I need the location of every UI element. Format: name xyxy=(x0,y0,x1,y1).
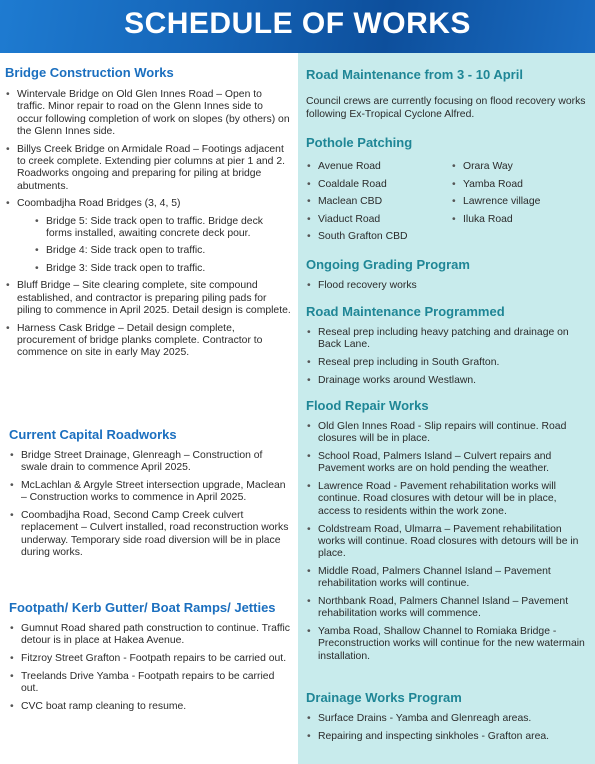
bridge-heading: Bridge Construction Works xyxy=(5,65,174,80)
list-item: • Harness Cask Bridge – Detail design complete, procurement of bridge planks complete. Contractor to commence on site in early May 2025. xyxy=(5,323,291,360)
bridge-sublist xyxy=(17,216,291,275)
capital-section xyxy=(9,427,291,565)
list-item: • Lawrence village xyxy=(451,196,540,208)
maintenance-section xyxy=(306,67,588,121)
list-item: • Coldstream Road, Ulmarra – Pavement rehabilitation works will continue. Road closures with detours will be in place. xyxy=(306,524,590,561)
maintenance-text: Council crews are currently focusing on flood recovery works following Ex-Tropical Cyclone Alfred. xyxy=(306,96,586,120)
sub-list-item: • Bridge 3: Side track open to traffic. xyxy=(34,263,291,275)
list-item: • Repairing and inspecting sinkholes - Grafton area. xyxy=(306,731,590,743)
list-item: • Northbank Road, Palmers Channel Island – Pavement rehabilitation works will commence. xyxy=(306,596,590,621)
list-item: • Surface Drains - Yamba and Glenreagh areas. xyxy=(306,713,590,725)
footpath-list xyxy=(9,623,294,713)
list-item: • South Grafton CBD xyxy=(306,231,451,243)
list-item: • CVC boat ramp cleaning to resume. xyxy=(9,701,294,713)
drainage-section xyxy=(306,690,590,749)
list-item: • Coombadjha Road, Second Camp Creek culvert replacement – Culvert installed, road reconstruction works underway. Temporary side road diversion will be in place during works. xyxy=(9,510,291,559)
maintenance-heading: Road Maintenance from 3 - 10 April xyxy=(306,67,523,82)
flood-section xyxy=(306,398,590,669)
flood-heading: Flood Repair Works xyxy=(306,398,429,413)
right-column xyxy=(298,53,595,764)
grading-heading: Ongoing Grading Program xyxy=(306,257,470,272)
list-item: • School Road, Palmers Island – Culvert repairs and Pavement works are on hold pending the weather. xyxy=(306,451,590,476)
flood-list xyxy=(306,421,590,663)
list-item: • Iluka Road xyxy=(451,214,540,226)
list-item: • Middle Road, Palmers Channel Island – Pavement rehabilitation works will continue. xyxy=(306,566,590,591)
grading-section xyxy=(306,257,588,298)
pothole-list-1 xyxy=(306,161,451,249)
list-item: • Orara Way xyxy=(451,161,540,173)
title-banner xyxy=(0,0,595,53)
programmed-heading: Road Maintenance Programmed xyxy=(306,304,505,319)
grading-list xyxy=(306,280,588,292)
footpath-heading: Footpath/ Kerb Gutter/ Boat Ramps/ Jetties xyxy=(9,600,276,615)
list-item: • Gumnut Road shared path construction to continue. Traffic detour is in place at Hakea Avenue. xyxy=(9,623,294,648)
list-item: • Reseal prep including heavy patching and drainage on Back Lane. xyxy=(306,327,590,352)
page-title: SCHEDULE OF WORKS xyxy=(124,6,471,40)
list-item: • Reseal prep including in South Grafton. xyxy=(306,357,590,369)
list-item: • Treelands Drive Yamba - Footpath repairs to be carried out. xyxy=(9,671,294,696)
footpath-section xyxy=(9,600,294,719)
list-item: • Yamba Road, Shallow Channel to Romiaka Bridge - Preconstruction works will continue for the new watermain installation. xyxy=(306,626,590,663)
list-item: • Billys Creek Bridge on Armidale Road – Footings adjacent to creek complete. Extending pier columns at pier 1 and 2. Roadworks ongoing and preparing for piling at bridge abutments. xyxy=(5,144,291,193)
pothole-list-2 xyxy=(451,161,540,249)
programmed-section xyxy=(306,304,590,393)
list-item: • Viaduct Road xyxy=(306,214,451,226)
list-item: • Yamba Road xyxy=(451,179,540,191)
bridge-list xyxy=(5,89,291,360)
list-item: • Bridge Street Drainage, Glenreagh – Construction of swale drain to commence April 2025. xyxy=(9,450,291,475)
capital-heading: Current Capital Roadworks xyxy=(9,427,177,442)
list-item: • McLachlan & Argyle Street intersection upgrade, Maclean – Construction works to commence in April 2025. xyxy=(9,480,291,505)
pothole-columns xyxy=(306,161,588,249)
list-item: • Old Glen Innes Road - Slip repairs will continue. Road closures will be in place. xyxy=(306,421,590,446)
list-item: • Lawrence Road - Pavement rehabilitation works will continue. Road closures with detour will be in place, access to residents within the work zone. xyxy=(306,481,590,518)
list-item xyxy=(5,198,291,274)
bridge-section xyxy=(5,65,291,365)
programmed-list xyxy=(306,327,590,387)
capital-list xyxy=(9,450,291,559)
list-item: • Wintervale Bridge on Old Glen Innes Road – Open to traffic. Minor repair to road on the Glenn Innes side to occur following completion of work on slopes (by others) on the Glenn Innes side. xyxy=(5,89,291,138)
pothole-section xyxy=(306,135,588,249)
sub-list-item: • Bridge 5: Side track open to traffic. Bridge deck forms installed, awaiting concrete deck pour. xyxy=(34,216,291,241)
left-column xyxy=(0,53,298,764)
list-item: • Drainage works around Westlawn. xyxy=(306,375,590,387)
list-item-text: Coombadjha Road Bridges (3, 4, 5) xyxy=(17,198,181,210)
list-item: • Coaldale Road xyxy=(306,179,451,191)
drainage-heading: Drainage Works Program xyxy=(306,690,462,705)
list-item: • Bluff Bridge – Site clearing complete, site compound established, and contractor is preparing piling pads for piling to commence in April 2025. Detail design is complete. xyxy=(5,280,291,317)
list-item: • Maclean CBD xyxy=(306,196,451,208)
list-item: • Fitzroy Street Grafton - Footpath repairs to be carried out. xyxy=(9,653,294,665)
list-item: • Avenue Road xyxy=(306,161,451,173)
list-item: • Flood recovery works xyxy=(306,280,588,292)
drainage-list xyxy=(306,713,590,743)
sub-list-item: • Bridge 4: Side track open to traffic. xyxy=(34,245,291,257)
pothole-heading: Pothole Patching xyxy=(306,135,413,150)
